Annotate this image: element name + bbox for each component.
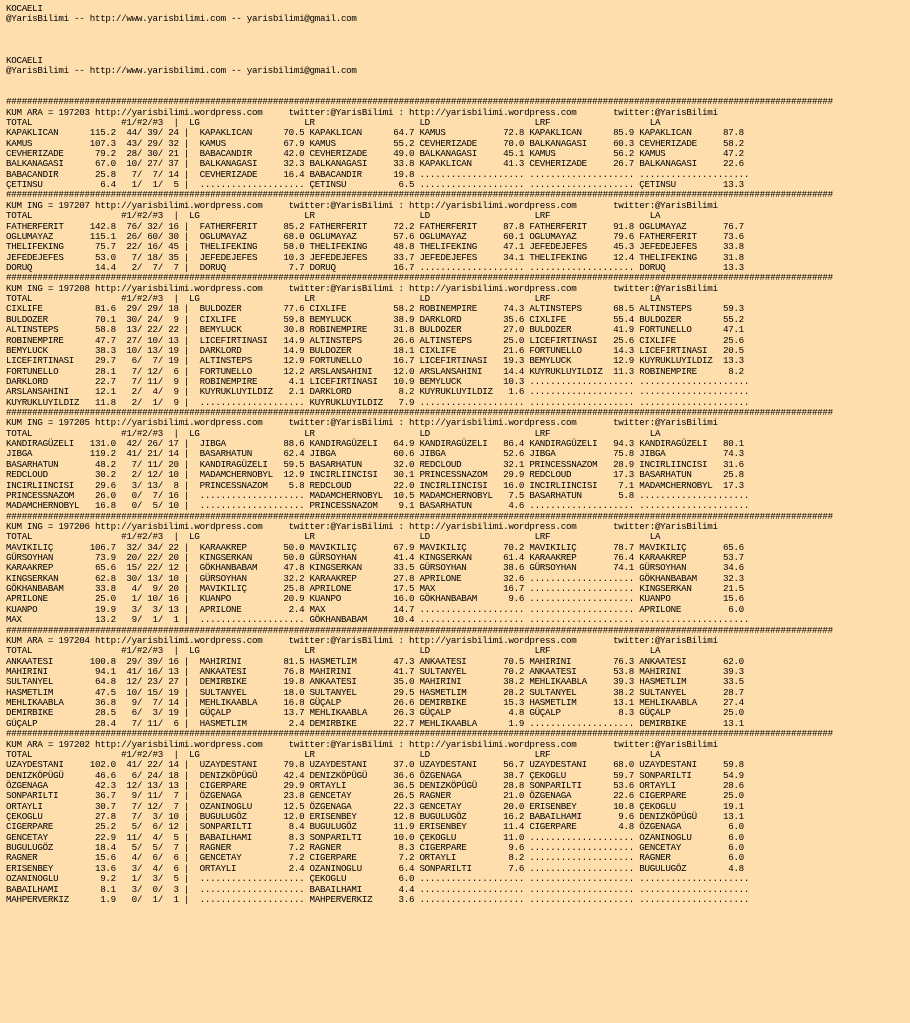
table-row: BALKANAGASI 67.0 10/ 27/ 37 | BALKANAGASI 32.3 BALKANAGASI 33.8 KAPAKLICAN 41.3 CEVHERIZADE 26.7 BALKANAGASI 22.6 (6, 158, 744, 170)
blank-line (6, 35, 910, 45)
race-header: KUM ING = 197205 http://yarisbilimi.wordpress.com twitter:@YarisBilimi : http://yarisbilimi.wordpress.com twitter:@YarisBilimi (6, 417, 718, 429)
table-row: REDCLOUD 30.2 2/ 12/ 10 | MADAMCHERNOBYL 12.9 INCIRLIINCISI 30.1 PRINCESSNAZOM 29.9 REDCLOUD 17.3 BASARHATUN 25.8 (6, 469, 744, 481)
table-row: THELIFEKING 75.7 22/ 16/ 45 | THELIFEKING 58.0 THELIFEKING 48.8 THELIFEKING 47.1 JEFEDEJEFES 45.3 JEFEDEJEFES 33.8 (6, 241, 744, 253)
table-row: ORTAYLI 30.7 7/ 12/ 7 | OZANINOGLU 12.5 ÖZGENAGA 22.3 GENCETAY 20.0 ERISENBEY 10.8 ÇEKOGLU 19.1 (6, 800, 744, 812)
table-row: PRINCESSNAZOM 26.0 0/ 7/ 16 | .................... MADAMCHERNOBYL 10.5 MADAMCHERNOBYL 7.5 BASARHATUN 5.8 ..................... (6, 489, 750, 501)
table-row: BEMYLUCK 38.3 10/ 13/ 19 | DARKLORD 14.9 BULDOZER 18.1 CIXLIFE 21.6 FORTUNELLO 14.3 LICEFIRTINASI 20.5 (6, 344, 744, 356)
table-row: GÖKHANBABAM 33.8 4/ 9/ 20 | MAVIKILIÇ 25.8 APRILONE 17.5 MAX 16.7 .................... KINGSERKAN 21.5 (6, 583, 744, 595)
race-header: KUM ING = 197207 http://yarisbilimi.wordpress.com twitter:@YarisBilimi : http://yarisbilimi.wordpress.com twitter:@YarisBilimi (6, 199, 718, 211)
column-header: TOTAL #1/#2/#3 | LG LR LD LRF LA (6, 293, 661, 305)
table-row: HASMETLIM 47.5 10/ 15/ 19 | SULTANYEL 18.0 SULTANYEL 29.5 HASMETLIM 28.2 SULTANYEL 38.2 SULTANYEL 28.7 (6, 686, 744, 698)
table-row: MAHPERVERKIZ 1.9 0/ 1/ 1 | .................... MAHPERVERKIZ 3.6 .................... .................... ..................... (6, 893, 750, 905)
column-header: TOTAL #1/#2/#3 | LG LR LD LRF LA (6, 645, 661, 657)
table-row: MAVIKILIÇ 106.7 32/ 34/ 22 | KARAAKREP 50.0 MAVIKILIÇ 67.9 MAVIKILIÇ 70.2 MAVIKILIÇ 78.7 MAVIKILIÇ 65.6 (6, 541, 744, 553)
table-row: ÇETINSU 6.4 1/ 1/ 5 | .................... ÇETINSU 6.5 .................... .................... ÇETINSU 13.3 (6, 179, 744, 191)
table-row: MEHLIKAABLA 36.8 9/ 7/ 14 | MEHLIKAABLA 16.8 GÜÇALP 26.6 DEMIRBIKE 15.3 HASMETLIM 13.1 MEHLIKAABLA 27.4 (6, 697, 744, 709)
table-row: MADAMCHERNOBYL 16.8 0/ 5/ 10 | .................... PRINCESSNAZOM 9.1 BASARHATUN 4.6 .................... ..................... (6, 500, 750, 512)
page-title: KOCAELI (6, 54, 43, 66)
table-row: CIGERPARE 25.2 5/ 6/ 12 | SONPARILTI 8.4 BUGULUGÖZ 11.9 ERISENBEY 11.4 CIGERPARE 4.8 ÖZGENAGA 6.0 (6, 821, 744, 833)
table-row: JIBGA 119.2 41/ 21/ 14 | BASARHATUN 62.4 JIBGA 60.6 JIBGA 52.6 JIBGA 75.8 JIBGA 74.3 (6, 448, 744, 460)
table-row: ALTINSTEPS 58.8 13/ 22/ 22 | BEMYLUCK 30.8 ROBINEMPIRE 31.8 BULDOZER 27.0 BULDOZER 41.9 FORTUNELLO 47.1 (6, 324, 744, 336)
table-row: RAGNER 15.6 4/ 6/ 6 | GENCETAY 7.2 CIGERPARE 7.2 ORTAYLI 8.2 .................... RAGNER 6.0 (6, 852, 744, 864)
table-row: BULDOZER 70.1 30/ 24/ 9 | CIXLIFE 59.8 BEMYLUCK 38.9 DARKLORD 35.6 CIXLIFE 55.4 BULDOZER 55.2 (6, 313, 744, 325)
table-row: FORTUNELLO 28.1 7/ 12/ 6 | FORTUNELLO 12.2 ARSLANSAHINI 12.0 ARSLANSAHINI 14.4 KUYRUKLUYILDIZ 11.3 ROBINEMPIRE 8.2 (6, 365, 744, 377)
table-row: FATHERFERIT 142.8 76/ 32/ 16 | FATHERFERIT 85.2 FATHERFERIT 72.2 FATHERFERIT 87.8 FATHERFERIT 91.8 OGLUMAYAZ 76.7 (6, 220, 744, 232)
table-row: KARAAKREP 65.6 15/ 22/ 12 | GÖKHANBABAM 47.8 KINGSERKAN 33.5 GÜRSOYHAN 38.6 GÜRSOYHAN 74.1 GÜRSOYHAN 34.6 (6, 562, 744, 574)
site-info: @YarisBilimi -- http://www.yarisbilimi.com -- yarisbilimi@gmail.com (6, 13, 357, 25)
blank-line (6, 45, 910, 55)
table-row: LICEFIRTINASI 29.7 6/ 7/ 19 | ALTINSTEPS 12.9 FORTUNELLO 16.7 LICEFIRTINASI 19.3 BEMYLUCK 12.9 KUYRUKLUYILDIZ 13.3 (6, 355, 744, 367)
table-row: ÇEKOGLU 27.8 7/ 3/ 10 | BUGULUGÖZ 12.0 ERISENBEY 12.8 BUGULUGÖZ 16.2 BABAILHAMI 9.6 DENIZKÖPÜGÜ 13.1 (6, 811, 744, 823)
table-row: OGLUMAYAZ 115.1 26/ 60/ 30 | OGLUMAYAZ 68.0 OGLUMAYAZ 57.6 OGLUMAYAZ 60.1 OGLUMAYAZ 79.6 FATHERFERIT 73.6 (6, 230, 744, 242)
table-row: SONPARILTI 36.7 9/ 11/ 7 | ÖZGENAGA 23.8 GENCETAY 26.5 RAGNER 21.0 ÖZGENAGA 22.6 CIGERPARE 25.0 (6, 790, 744, 802)
table-row: ROBINEMPIRE 47.7 27/ 10/ 13 | LICEFIRTINASI 14.9 ALTINSTEPS 26.6 ALTINSTEPS 25.0 LICEFIRTINASI 25.6 CIXLIFE 25.6 (6, 334, 744, 346)
section-divider: ############################################################################################################################################################## (6, 272, 833, 284)
table-row: INCIRLIINCISI 29.6 3/ 13/ 8 | PRINCESSNAZOM 5.8 REDCLOUD 22.0 INCIRLIINCISI 16.0 INCIRLIINCISI 7.1 MADAMCHERNOBYL 17.3 (6, 479, 744, 491)
table-row: BABAILHAMI 8.1 3/ 0/ 3 | .................... BABAILHAMI 4.4 .................... .................... ..................... (6, 883, 750, 895)
table-row: KUYRUKLUYILDIZ 11.8 2/ 1/ 9 | .................... KUYRUKLUYILDIZ 7.9 .................... .................... ..................... (6, 396, 750, 408)
table-row: GENCETAY 22.9 11/ 4/ 5 | BABAILHAMI 8.3 SONPARILTI 10.0 ÇEKOGLU 11.0 .................... OZANINOGLU 6.0 (6, 831, 744, 843)
table-row: MAX 13.2 9/ 1/ 1 | .................... GÖKHANBABAM 10.4 .................... .................... ..................... (6, 614, 750, 626)
table-row: KUANPO 19.9 3/ 3/ 13 | APRILONE 2.4 MAX 14.7 .................... .................... APRILONE 6.0 (6, 603, 744, 615)
table-row: DENIZKÖPÜGÜ 46.6 6/ 24/ 18 | DENIZKÖPÜGÜ 42.4 DENIZKÖPÜGÜ 36.6 ÖZGENAGA 38.7 ÇEKOGLU 59.7 SONPARILTI 54.9 (6, 769, 744, 781)
table-row: KINGSERKAN 62.8 30/ 13/ 10 | GÜRSOYHAN 32.2 KARAAKREP 27.8 APRILONE 32.6 .................... GÖKHANBABAM 32.3 (6, 572, 744, 584)
table-row: BUGULUGÖZ 18.4 5/ 5/ 7 | RAGNER 7.2 RAGNER 8.3 CIGERPARE 9.6 .................... GENCETAY 6.0 (6, 842, 744, 854)
table-row: BASARHATUN 48.2 7/ 11/ 20 | KANDIRAGÜZELI 59.5 BASARHATUN 32.0 REDCLOUD 32.1 PRINCESSNAZOM 28.9 INCIRLIINCISI 31.6 (6, 458, 744, 470)
table-row: BABACANDIR 25.8 7/ 7/ 14 | CEVHERIZADE 16.4 BABACANDIR 19.8 .................... .................... ..................... (6, 168, 750, 180)
table-row: KAMUS 107.3 43/ 29/ 32 | KAMUS 67.9 KAMUS 55.2 CEVHERIZADE 70.0 BALKANAGASI 60.3 CEVHERIZADE 58.2 (6, 137, 744, 149)
table-row: KAPAKLICAN 115.2 44/ 39/ 24 | KAPAKLICAN 70.5 KAPAKLICAN 64.7 KAMUS 72.8 KAPAKLICAN 85.9 KAPAKLICAN 87.8 (6, 127, 744, 139)
table-row: KANDIRAGÜZELI 131.0 42/ 26/ 17 | JIBGA 88.6 KANDIRAGÜZELI 64.9 KANDIRAGÜZELI 86.4 KANDIRAGÜZELI 94.3 KANDIRAGÜZELI 80.1 (6, 438, 744, 450)
site-info: @YarisBilimi -- http://www.yarisbilimi.com -- yarisbilimi@gmail.com (6, 65, 357, 77)
table-row: GÜRSOYHAN 73.9 20/ 22/ 20 | KINGSERKAN 50.0 GÜRSOYHAN 41.4 KINGSERKAN 61.4 KARAAKREP 76.4 KARAAKREP 53.7 (6, 552, 744, 564)
race-header: KUM ARA = 197203 http://yarisbilimi.wordpress.com twitter:@YarisBilimi : http://yarisbilimi.wordpress.com twitter:@YarisBilimi (6, 106, 718, 118)
blank-line (6, 25, 910, 35)
table-row: ANKAATESI 100.8 29/ 39/ 16 | MAHIRINI 81.5 HASMETLIM 47.3 ANKAATESI 70.5 MAHIRINI 76.3 ANKAATESI 62.0 (6, 655, 744, 667)
column-header: TOTAL #1/#2/#3 | LG LR LD LRF LA (6, 116, 661, 128)
table-row: UZAYDESTANI 102.0 41/ 22/ 14 | UZAYDESTANI 79.8 UZAYDESTANI 37.0 UZAYDESTANI 56.7 UZAYDESTANI 68.0 UZAYDESTANI 59.8 (6, 759, 744, 771)
table-row: SULTANYEL 64.8 12/ 23/ 27 | DEMIRBIKE 19.8 ANKAATESI 35.0 MAHIRINI 38.2 MEHLIKAABLA 39.3 HASMETLIM 33.5 (6, 676, 744, 688)
table-row: ERISENBEY 13.6 3/ 4/ 6 | ORTAYLI 2.4 OZANINOGLU 6.4 SONPARILTI 7.6 .................... BUGULUGÖZ 4.8 (6, 862, 744, 874)
column-header: TOTAL #1/#2/#3 | LG LR LD LRF LA (6, 531, 661, 543)
section-divider: ############################################################################################################################################################## (6, 510, 833, 522)
table-row: ARSLANSAHINI 12.1 2/ 4/ 9 | KUYRUKLUYILDIZ 2.1 DARKLORD 8.2 KUYRUKLUYILDIZ 1.6 .................... ..................... (6, 386, 750, 398)
race-header: KUM ARA = 197204 http://yarisbilimi.wordpress.com twitter:@YarisBilimi : http://yarisbilimi.wordpress.com twitter:@YarisBilimi (6, 634, 718, 646)
table-row: DEMIRBIKE 28.5 6/ 3/ 19 | GÜÇALP 13.7 MEHLIKAABLA 26.3 GÜÇALP 4.8 GÜÇALP 8.3 GÜÇALP 25.0 (6, 707, 744, 719)
column-header: TOTAL #1/#2/#3 | LG LR LD LRF LA (6, 427, 661, 439)
table-row: OZANINOGLU 9.2 1/ 3/ 5 | .................... ÇEKOGLU 6.0 .................... .................... ..................... (6, 873, 750, 885)
table-row: CIXLIFE 81.6 29/ 29/ 18 | BULDOZER 77.6 CIXLIFE 58.2 ROBINEMPIRE 74.3 ALTINSTEPS 68.5 ALTINSTEPS 59.3 (6, 303, 744, 315)
table-row: ÖZGENAGA 42.3 12/ 13/ 13 | CIGERPARE 29.9 ORTAYLI 36.5 DENIZKÖPÜGÜ 28.8 SONPARILTI 53.6 ORTAYLI 28.6 (6, 779, 744, 791)
table-row: DARKLORD 22.7 7/ 11/ 9 | ROBINEMPIRE 4.1 LICEFIRTINASI 10.9 BEMYLUCK 10.3 .................... ..................... (6, 375, 750, 387)
race-header: KUM ING = 197206 http://yarisbilimi.wordpress.com twitter:@YarisBilimi : http://yarisbilimi.wordpress.com twitter:@YarisBilimi (6, 520, 718, 532)
column-header: TOTAL #1/#2/#3 | LG LR LD LRF LA (6, 748, 661, 760)
table-row: DORUQ 14.4 2/ 7/ 7 | DORUQ 7.7 DORUQ 16.7 .................... .................... DORUQ 13.3 (6, 261, 744, 273)
section-divider: ############################################################################################################################################################## (6, 96, 833, 108)
page-title: KOCAELI (6, 3, 43, 14)
race-header: KUM ARA = 197202 http://yarisbilimi.wordpress.com twitter:@YarisBilimi : http://yarisbilimi.wordpress.com twitter:@YarisBilimi (6, 738, 718, 750)
table-row: MAHIRINI 94.1 41/ 16/ 13 | ANKAATESI 76.8 MAHIRINI 41.7 SULTANYEL 70.2 ANKAATESI 53.8 MAHIRINI 39.3 (6, 666, 744, 677)
section-divider: ############################################################################################################################################################## (6, 624, 833, 636)
section-divider: ############################################################################################################################################################## (6, 189, 833, 201)
blank-line (6, 77, 910, 87)
table-row: JEFEDEJEFES 53.0 7/ 18/ 35 | JEFEDEJEFES 10.3 JEFEDEJEFES 33.7 JEFEDEJEFES 34.1 THELIFEKING 12.4 THELIFEKING 31.8 (6, 251, 744, 263)
table-row: GÜÇALP 28.4 7/ 11/ 6 | HASMETLIM 2.4 DEMIRBIKE 22.7 MEHLIKAABLA 1.9 .................... DEMIRBIKE 13.1 (6, 717, 744, 729)
section-divider: ############################################################################################################################################################## (6, 728, 833, 740)
section-divider: ############################################################################################################################################################## (6, 407, 833, 419)
table-row: APRILONE 25.0 1/ 10/ 16 | KUANPO 20.9 KUANPO 16.0 GÖKHANBABAM 9.6 .................... KUANPO 15.6 (6, 593, 744, 605)
column-header: TOTAL #1/#2/#3 | LG LR LD LRF LA (6, 210, 661, 222)
table-row: CEVHERIZADE 79.2 28/ 30/ 21 | BABACANDIR 42.0 CEVHERIZADE 49.0 BALKANAGASI 45.1 KAMUS 56.2 KAMUS 47.2 (6, 148, 744, 160)
race-header: KUM ING = 197208 http://yarisbilimi.wordpress.com twitter:@YarisBilimi : http://yarisbilimi.wordpress.com twitter:@YarisBilimi (6, 282, 718, 294)
